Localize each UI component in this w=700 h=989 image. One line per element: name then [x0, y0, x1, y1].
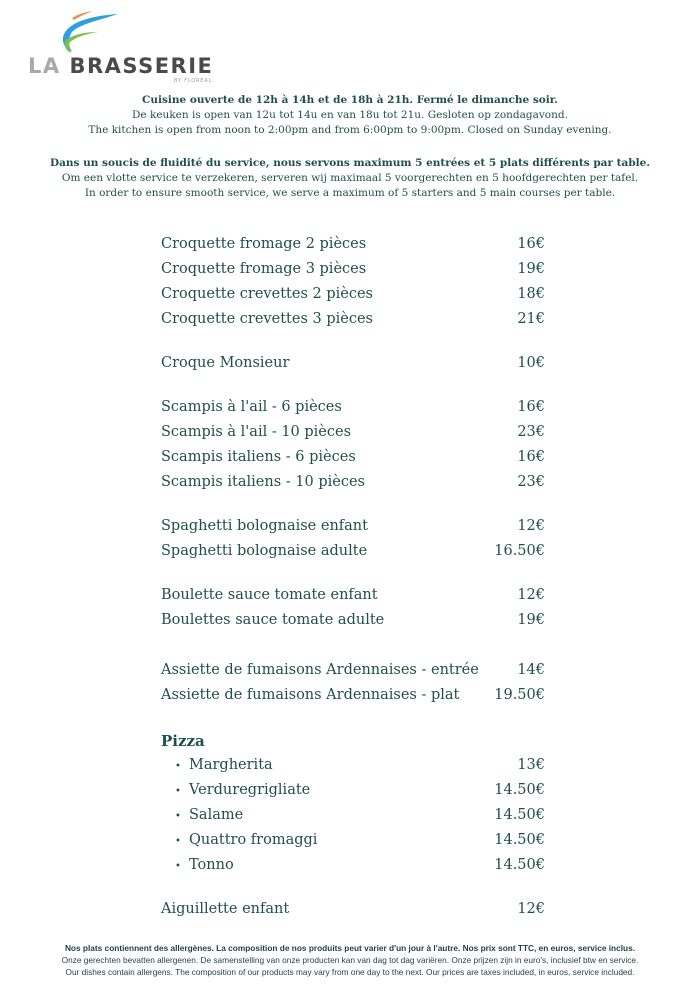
menu-item [161, 514, 545, 539]
item-name: Salame [189, 807, 244, 823]
menu-item [161, 282, 545, 307]
menu-item [161, 307, 545, 332]
item-price: 14.50€ [494, 857, 545, 873]
bullet-icon: • [175, 836, 181, 847]
item-price: 23€ [517, 474, 545, 490]
spacer [161, 564, 545, 583]
pizza-item [161, 803, 545, 828]
item-price: 16€ [517, 449, 545, 465]
item-name: Croquette crevettes 3 pièces [161, 311, 373, 327]
allergen-footer [0, 942, 700, 978]
pizza-item [161, 753, 545, 778]
bullet-icon: • [175, 761, 181, 772]
pizza-item [161, 853, 545, 878]
service-note-fr: Dans un soucis de fluidité du service, nous servons maximum 5 entrées et 5 plats différents par table. [50, 157, 650, 169]
spacer [161, 708, 545, 727]
menu-item [161, 445, 545, 470]
pizza-item [161, 778, 545, 803]
item-name: Boulette sauce tomate enfant [161, 587, 378, 603]
item-name: Tonno [189, 857, 234, 873]
item-price: 18€ [517, 286, 545, 302]
item-price: 19€ [517, 612, 545, 628]
item-price: 12€ [517, 518, 545, 534]
spacer [161, 495, 545, 514]
hours-nl: De keuken is open van 12u tot 14u en van 18u tot 21u. Gesloten op zondagavond. [132, 109, 568, 121]
footer-fr: Nos plats contiennent des allergènes. La composition de nos produits peut varier d'un jour à l'autre. Nos prix sont TTC, en euros, service inclus. [64, 943, 636, 953]
item-name: Croque Monsieur [161, 355, 290, 371]
item-price: 16€ [517, 236, 545, 252]
item-name: Assiette de fumaisons Ardennaises - entrée [161, 662, 479, 678]
item-price: 14.50€ [494, 782, 545, 798]
menu-item [161, 420, 545, 445]
menu-item [161, 897, 545, 922]
item-name: Assiette de fumaisons Ardennaises - plat [161, 687, 460, 703]
item-name: Margherita [189, 757, 273, 773]
logo-word-brasserie: BRASSERIE [69, 54, 214, 78]
menu-item [161, 351, 545, 376]
item-price: 14.50€ [494, 832, 545, 848]
brand-logo [28, 6, 218, 84]
service-note-nl: Om een vlotte service te verzekeren, serveren wij maximaal 5 voorgerechten en 5 hoofdgerechten per tafel. [61, 172, 639, 184]
footer-en: Our dishes contain allergens. The composition of our products may vary from one day to the next. Our prices are taxes included, in euros, service included. [65, 967, 635, 977]
item-name: Spaghetti bolognaise adulte [161, 543, 368, 559]
item-name: Spaghetti bolognaise enfant [161, 518, 368, 534]
item-price: 16€ [517, 399, 545, 415]
item-name: Boulettes sauce tomate adulte [161, 612, 385, 628]
logo-tagline: BY FLOREAL [174, 78, 213, 84]
item-name: Croquette fromage 2 pièces [161, 236, 367, 252]
hours-en: The kitchen is open from noon to 2:00pm and from 6:00pm to 9:00pm. Closed on Sunday evening. [88, 124, 612, 136]
opening-hours [0, 93, 700, 138]
item-price: 21€ [517, 311, 545, 327]
menu-item [161, 658, 545, 683]
bullet-icon: • [175, 811, 181, 822]
item-price: 14€ [517, 662, 545, 678]
service-note-en: In order to ensure smooth service, we serve a maximum of 5 starters and 5 main courses per table. [84, 187, 616, 199]
item-name: Quattro fromaggi [189, 832, 318, 848]
item-price: 13€ [517, 757, 545, 773]
menu-item [161, 683, 545, 708]
item-price: 23€ [517, 424, 545, 440]
logo-word-la: LA [28, 54, 61, 78]
pizza-item [161, 828, 545, 853]
item-price: 16.50€ [494, 543, 545, 559]
hours-fr: Cuisine ouverte de 12h à 14h et de 18h à 21h. Fermé le dimanche soir. [142, 94, 558, 106]
pizza-section-title: Pizza [161, 732, 205, 750]
item-name: Scampis à l'ail - 6 pièces [161, 399, 342, 415]
logo-wordmark [28, 54, 213, 78]
item-price: 10€ [517, 355, 545, 371]
menu-item [161, 257, 545, 282]
item-name: Scampis à l'ail - 10 pièces [161, 424, 352, 440]
menu-item [161, 539, 545, 564]
item-name: Scampis italiens - 6 pièces [161, 449, 356, 465]
menu-list [161, 232, 545, 922]
item-name: Croquette crevettes 2 pièces [161, 286, 373, 302]
item-price: 12€ [517, 901, 545, 917]
menu-item [161, 470, 545, 495]
menu-item [161, 232, 545, 257]
item-name: Croquette fromage 3 pièces [161, 261, 367, 277]
spacer [161, 376, 545, 395]
item-name: Verduregrigliate [189, 782, 311, 798]
item-name: Scampis italiens - 10 pièces [161, 474, 365, 490]
spacer [161, 878, 545, 897]
menu-item [161, 608, 545, 633]
item-price: 19€ [517, 261, 545, 277]
footer-nl: Onze gerechten bevatten allergenen. De samenstelling van onze producten kan van dag tot dag variëren. Onze prijzen zijn in euro's, inclusief btw en service. [61, 955, 639, 965]
service-note [0, 156, 700, 201]
menu-item [161, 395, 545, 420]
logo-swoosh-icon [50, 6, 120, 56]
item-price: 14.50€ [494, 807, 545, 823]
item-name: Aiguillette enfant [161, 901, 290, 917]
spacer [161, 332, 545, 351]
item-price: 19.50€ [494, 687, 545, 703]
bullet-icon: • [175, 861, 181, 872]
bullet-icon: • [175, 786, 181, 797]
spacer [161, 633, 545, 658]
menu-item [161, 583, 545, 608]
item-price: 12€ [517, 587, 545, 603]
